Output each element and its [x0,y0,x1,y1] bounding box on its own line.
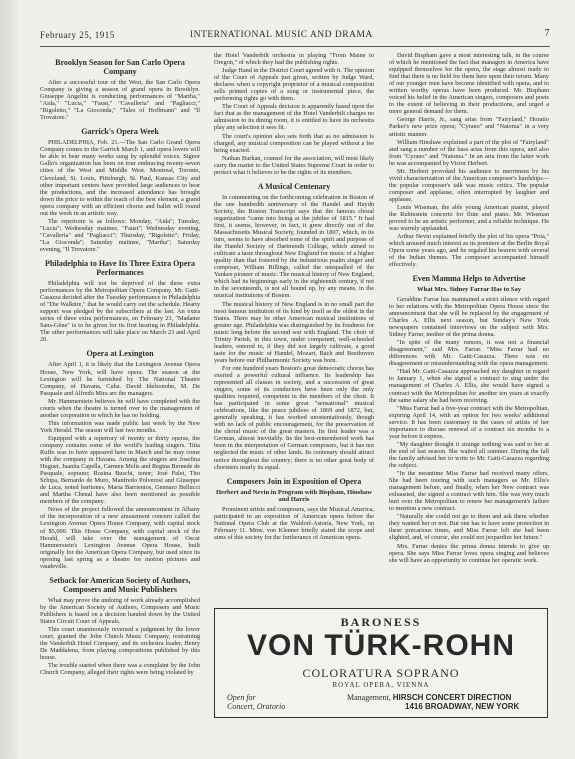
article-paragraph: Arthur Nevin explained briefly the plot of his opera "Poia," which aroused much interest as its premiere at the Berlin Royal Opera some years ago, and he regaled his hearers with several of the Indian themes. The composer accompanied himself effectively. [389,233,549,269]
ad-mgmt-prefix: Management, [347,693,391,702]
article-headline: Even Mamma Helps to Advertise [412,274,526,284]
article-paragraph: Philadelphia will not be deprived of the three extra performances by the Metropolitan Opera Company. Mr. Gatti-Casazza decided after the Tuesday performance in Philadelphia of "Die Walküre," that he would carry out the schedule. Hearty support was pledged by the subscribers at the last. An extra series of three extra performances, on February 23, "Madame Sans-Gêne" is to be given for its first hearing in Philadelphia. The other performances will take place on March 23 and April 20. [40,280,200,344]
article-paragraph: "My daughter thought it strange nothing was said to her at the end of last season. She waited all summer. During the fall the family advised her to write to Mr. Gatti-Casazza regarding the subject. [389,440,549,469]
ad-mgmt-address: 1416 BROADWAY, NEW YORK [405,702,520,711]
article-paragraph: This court unanimously reversed a judgment by the lower court, granted the John Church Music Company, restraining the Vanderbilt Hotel Company, and its orchestra leader, Henry De Maddalena, from playing compositions published by this house. [40,626,200,662]
article-headline: Garrick's Opera Week [81,127,159,137]
ad-role: COLORATURA SOPRANO [302,666,460,680]
article-headline: Setback for American Society of Authors, Composers and Music Publishers [49,575,191,594]
article-paragraph: After April 1, it is likely that the Lexington Avenue Opera House, New York, will have opera. The season at the Lexington will be furnished by The National Theatre Company, of Havana, Cuba. David Idelsonohn, M. De Pasquale and Alfredo Mira are the managers. [40,361,200,397]
article-paragraph: David Bispham gave a most interesting talk, in the course of which he mentioned the fact that managers in America have equipped themselves for the opera, the stage almost ready to find that there is no field for them here upon their return. Many of our younger men have become identified with opera, and to written worthy operas have been produced. Mr. Bispham voiced his belief in the American singers, composers and poets to the extent of believing in their productions, and urged a more general demand for them. [389,52,549,116]
column-2 [214,52,374,542]
header-rule [40,46,550,47]
article-headline: Brooklyn Season for San Carlo Opera Company [55,58,185,76]
ad-baroness: BARONESS [340,615,422,629]
article-paragraph: Louis Wissman, the able young American pianist, played the Rubinstein concerto for flute and piano. Mr. Wissman proved to be an artistic performer, and a reliable technique. He was warmly applauded. [389,203,549,233]
article-subheadline: Herbert and Nevin in Program with Bispham, Hinshaw and Harris [216,488,372,504]
page-number: 7 [544,28,550,39]
ad-open-for [227,693,285,711]
article-paragraph: PHILADELPHIA, Feb. 21.—The San Carlo Grand Opera Company comes to the Garrick March 1, and opera lovers will be able to hear many works sung by splendid voices. Signor Gallo's organization has been on tour embracing twenty-seven cities of the West and Middle West. Montreal, Toronto, Cleveland, St. Louis, Pittsburgh, St. Paul, Kansas City and other important centres have provided large audiences to hear the productions, and the increased attendance has brought down the price to within the reach of the best element, a grand opera company with an efficient chorus and ballet will round out the week in an artistic way. [40,139,200,217]
ad-open-line1: Open for [227,693,256,702]
page-header [40,28,550,44]
article-paragraph: Equipped with a repertory of twenty or thirty operas, the company contains some of the world's leading singers. Titta Ruffo was to have appeared here in March and he may come with the company in Havana. Among the singers are Josefina Huguet, Juanita Capella, Carmen Melis and Regina Bernede de Pasquale, soprano; Rosina Buschi, tenor; José Palet, Tito Schipa, Bernardo de Muro, Manfredo Polverosi and Giuseppe de Luca, noted baritones, Maria Barrientos, Gennaro Bellucci and Martha Chenal have also been mentioned as possible members of the company. [40,434,200,506]
article-paragraph: Mr. Hammerstein believes he will have completed with the courts when the theatre is turned over to the management of another corporation in which he has no holding. [40,397,200,419]
article-paragraph: Mrs. Farrar denies the prima donna intends to give up opera. She says Miss Farrar loves opera singing and believes she will have an opportunity to continue her operatic work. [389,542,549,564]
article-paragraph: The court's opinion also sets forth that as no admission is charged, any musical composition can be played without a fee being exacted. [214,132,374,154]
article-paragraph: The Court of Appeals decision is apparently based upon the fact that as the management of the Hotel Vanderbilt charges no admission to its dining room, it is entitled to have its orchestra play any selection it sees fit. [214,103,374,132]
article-headline: Opera at Lexington [86,349,154,359]
article-paragraph: The repertoire is as follows: Monday, "Aida"; Tuesday, "Lucia"; Wednesday matinee, "Faust"; Wednesday evening, "Cavalleria" and "Pagliacci"; Thursday, "Rigoletto"; Friday, "La Gioconda"; Saturday matinee, "Martha"; Saturday evening, "Il Trovatore." [40,217,200,253]
article-paragraph: "Had Mr. Gatti-Casazza approached my daughter in regard to January 1, when she signed a contract to sing under the management of Charles A. Ellis, she would have signed a contract with the Metropolitan for another ten years at exactly the same salary she had been receiving. [389,368,549,404]
ad-open-line2: Concert, Oratorio [227,702,286,711]
article-paragraph: "In the meantime Miss Farrar had received many offers. She had been touring with such managers as Mr. Ellis's management before, and finally, when her New contract was exhausted, she signed a contract with him. She was very much hurt over the Metropolitan to renew her management's failure to mention a new contract. [389,470,549,513]
article-paragraph: the Hotel Vanderbilt orchestra in playing "From Maine to Oregon," of which they had the publishing rights. [214,52,374,67]
article-paragraph: Nathan Burkan, counsel for the association, will most likely carry the matter to the United States Supreme Court in order to protect what it believes to be the rights of its members. [214,154,374,176]
ad-management [347,693,519,711]
article-paragraph: For one hundred years Boston's great democratic chorus has exerted a powerful cultural influence. Its leadership has represented all classes in society, and a succession of great singers, some of its conductors have been only the only qualities required, competent in the members of the choir. It has participated in some great "sensational" musical celebrations, like the peace jubilees of 1869 and 1872, but, generally speaking, it has worked unostentatiously, though with no lack of public encouragement, for the preservation of the choral music of the great masters. Its first leader was a German, almost inevitably. Its the best-remembered work has been in the interpretation of German composers, but it has not neglected the music of other lands. Its centenary should attract notice throughout the country; there is no other great body of choristers nearly its equal. [214,364,374,471]
article-paragraph: William Hinshaw explained a part of the plot of "Fairyland" and sang a number of the bass arias from this opera, and also from "Cyrano" and "Natoma." In an aria from the latter work he was accompanied by Victor Herbert. [389,138,549,167]
ad-singer-name: VON TÜRK-ROHN [247,629,515,662]
article-paragraph: Mr. Herbert provoked his audience to merriment by his vivid characterization of the American composer's hardships—the popular composer's talk was music critics. The popular composer and applause, often interrupted by laughter and applause. [389,167,549,203]
ad-mgmt-name: HIRSCH CONCERT DIRECTION [392,693,512,702]
article-paragraph: The trouble started when there was a complaint by the John Church Company, alleged their rights were being violated by [40,662,200,677]
article-paragraph: Prominent artists and composers, says the Musical America, participated in an exposition of American opera before the National Opera Club at the Waldorf-Astoria, New York, on February 11. Mme. von Klenner briefly stated the scope and aims of this society for the furtherance of American opera. [214,505,374,541]
article-paragraph: What may prove the undoing of work already accomplished by the American Society of Authors, Composers and Music Publishers is based on a decision handed down by the United States Circuit Court of Appeals. [40,596,200,625]
article-paragraph: Geraldine Farrar has maintained a strict silence with regard to her relations with the Metropolitan Opera House since the announcement that she will be replaced by the engagement of Charles A. Ellis next season, but Sunday's New York newspapers contained interviews on the subject with Mrs. Sidney Farrar, mother of the prima donna. [389,295,549,339]
article-paragraph: In commenting on the forthcoming celebration in Boston of the one hundredth anniversary of the Handel and Haydn Society, the Boston Transcript says that the famous choral organization "came into being at the jubilee of 1815." It had first, it seems, however, in fact, it grew directly out of the Massachusetts Musical Society, founded in 1807, which, in its turn, seems to have absorbed some of the spirit and purpose of the Handel Society of Dartmouth College, which aimed to cultivate a taste throughout New England for music of a higher quality than that fostered by the industrious psalm singer and composer, William Billings, called the unequalled of the Yankee pioneer of music. The musical history of New England, which had its beginnings early in the eighteenth century, if not in the seventeenth, is not all bound up, by any means, in the musical institutions of Boston. [214,193,374,300]
article-headline: A Musical Centenary [257,181,331,191]
article-paragraph: "Miss Farrar had a five-year contract with the Metropolitan, expiring April 14, with an option for two weeks' additional service. It has been customary in the cases of artists of her importance to discuss renewal of a contract six months to a year before it expires. [389,404,549,440]
masthead-title: INTERNATIONAL MUSIC AND DRAMA [190,30,373,40]
article-headline: Composers Join in Exposition of Opera [226,476,362,486]
article-paragraph: This information was made public last week by the New York Herald. The season will last two months. [40,419,200,434]
article-paragraph: George Harris, Jr., sang arias from "Fairyland," Horatio Parker's new prize opera; "Cyrano" and "Natoma" in a very artistic manner. [389,116,549,138]
advertisement-von-turk-rohn [214,608,548,718]
ad-company: ROYAL OPERA, VIENNA [332,681,430,689]
article-paragraph: "In spite of the many rumors, it was not a financial disagreement," said Mrs. Farrar. "Miss Farrar had no differences with Mr. Gatti-Casazza. There was no disagreement or misunderstanding with the opera management. [389,339,549,368]
article-paragraph: The musical history of New England is in no small part the most famous institution of its kind by itself as the oldest in the States. There may be other American musical institutions of greater age. Philadelphia was distinguished by its fondness for music long before the second war with England. The choir of Trinity Parish, in this town, under competent, well-schooled leaders, entered to, if they did not largely cultivate, a good taste for the music of Handel, Mozart, Bach and Beethoven years before our Philharmonic Society was born. [214,300,374,364]
issue-date: February 25, 1915 [40,30,115,40]
column-1 [40,52,200,742]
article-paragraph: Judge Hand in the District Court agreed with it. The opinion of the Court of Appeals just given, written by Judge Ward, declares when a copyright proprietor of a musical composition sells printed copies of a song or instrumental piece, the performing rights go with them. [214,67,374,103]
article-headline: Philadelphia to Have Its Three Extra Opera Performances [45,259,195,278]
column-3 [389,52,549,565]
article-paragraph: "Naturally she could not go to them and ask them whether they wanted her or not. But one has to have some protection in these precarious times, and Miss Farrar felt she had been slighted, and, of course, she could not jeopardize her future." [389,513,549,542]
article-paragraph: News of the project followed the announcement in Albany of the incorporation of a new amusement concern called the Lexington Avenue Opera House Company, with capital stock of $5,000. This House Company, with capital stock of the Herald, will take over the management of Oscar Hammerstein's Lexington Avenue Opera House, built originally for the American Opera Company, but used since its opening last spring as a theatre for motion pictures and vaudeville. [40,506,200,570]
binding-spine [0,0,18,759]
article-subheadline: What Mrs. Sidney Farrar Has to Say [416,286,522,294]
article-paragraph: After a successful tour of the West, the San Carlo Opera Company is giving a season of grand opera in Brooklyn. Giuseppe Angelini is conducting performances of "Martha," "Aida," "Lucia," "Faust," "Cavalleria" and "Pagliacci," "Rigoletto," "La Gioconda," "Tales of Hoffmann" and "Il Trovatore." [40,79,200,122]
